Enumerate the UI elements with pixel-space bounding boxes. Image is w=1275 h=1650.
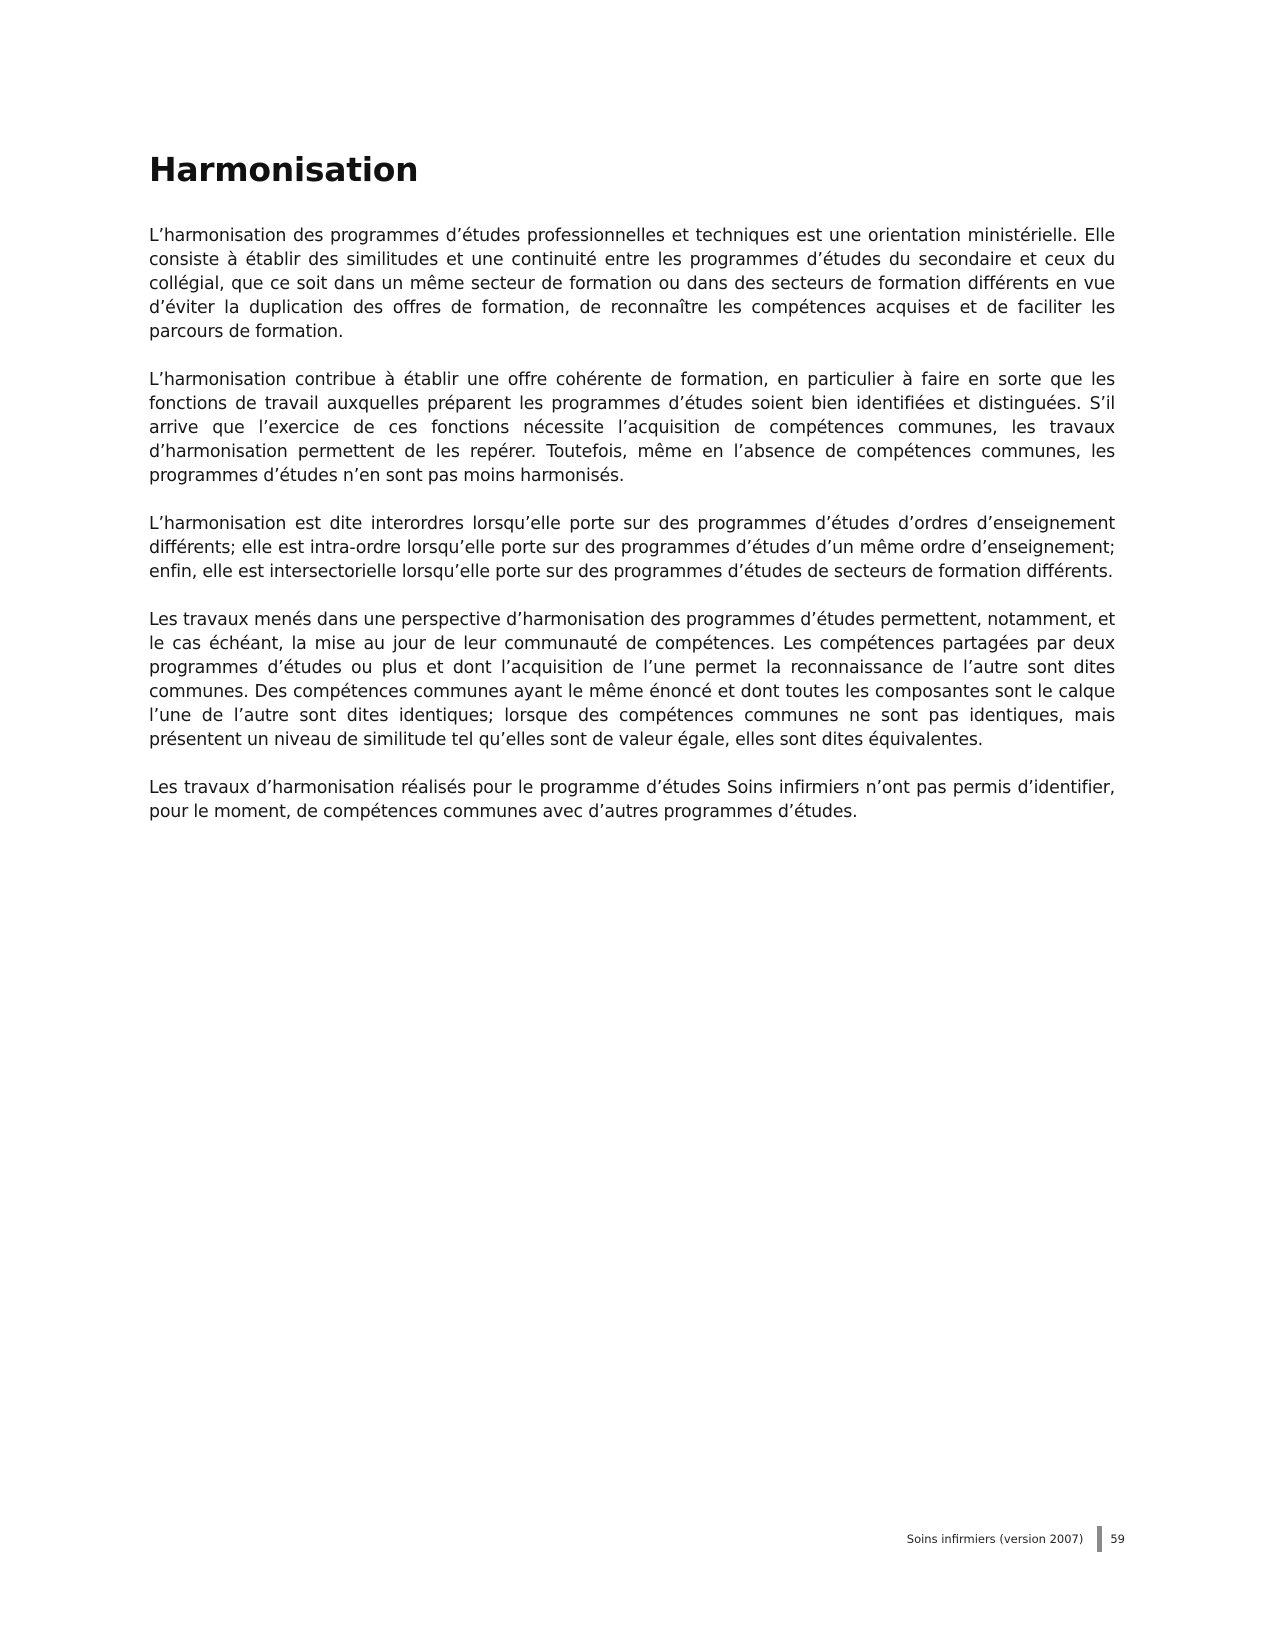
footer-divider-bar [1097,1526,1102,1552]
paragraph-competencies: Les travaux menés dans une perspective d’harmonisation des programmes d’études permettent, notamment, et le cas échéant, la mise au jour de leur communauté de compétences. Les compétences partagées par deux programmes d’études ou plus et dont l’acquisition de l’une permet la reconnaissance de l’autre sont dites communes. Des compétences communes ayant le même énoncé et dont toutes les composantes sont le calque l’une de l’autre sont dites identiques; lorsque des compétences communes ne sont pas identiques, mais présentent un niveau de similitude tel qu’elles sont de valeur égale, elles sont dites équivalentes. [149,610,1115,750]
page-footer [907,1526,1125,1552]
paragraph-definition: L’harmonisation des programmes d’études professionnelles et techniques est une orientation ministérielle. Elle consiste à établir des similitudes et une continuité entre les programmes d’études du secondaire et ceux du collégial, que ce soit dans un même secteur de formation ou dans des secteurs de formation différents en vue d’éviter la duplication des offres de formation, de reconnaître les compétences acquises et de faciliter les parcours de formation. [149,226,1115,342]
footer-document-title: Soins infirmiers (version 2007) [906,1532,1084,1546]
paragraph-offer: L’harmonisation contribue à établir une offre cohérente de formation, en particulier à faire en sorte que les fonctions de travail auxquelles préparent les programmes d’études soient bien identifiées et distinguées. S’il arrive que l’exercice de ces fonctions nécessite l’acquisition de compétences communes, les travaux d’harmonisation permettent de les repérer. Toutefois, même en l’absence de compétences communes, les programmes d’études n’en sont pas moins harmonisés. [149,370,1115,486]
paragraph-types: L’harmonisation est dite interordres lorsqu’elle porte sur des programmes d’études d’ordres d’enseignement différents; elle est intra-ordre lorsqu’elle porte sur des programmes d’études d’un même ordre d’enseignement; enfin, elle est intersectorielle lorsqu’elle porte sur des programmes d’études de secteurs de formation différents. [149,514,1115,582]
page-title: Harmonisation [149,150,419,189]
page-content [149,150,1115,848]
page-number: 59 [1110,1532,1125,1546]
paragraph-nursing-program: Les travaux d’harmonisation réalisés pour le programme d’études Soins infirmiers n’ont pas permis d’identifier, pour le moment, de compétences communes avec d’autres programmes d’études. [149,778,1115,822]
